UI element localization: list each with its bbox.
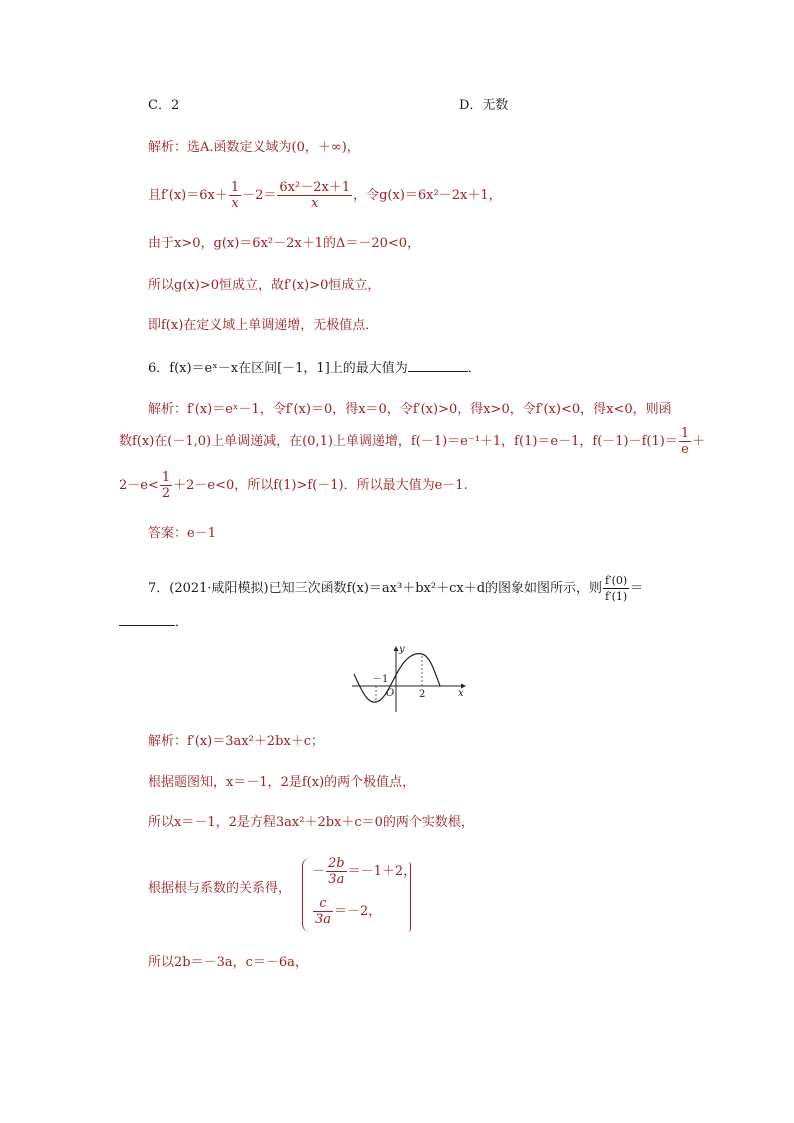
- sys-row1-frac-den: 3a: [328, 872, 345, 887]
- option-d: D．无数: [459, 98, 509, 113]
- q7-question-end: ．: [175, 615, 189, 630]
- tick-label-neg1: －1: [372, 674, 389, 685]
- q6-solution-line2: [119, 426, 705, 457]
- q7-frac-den: f′(1): [605, 590, 628, 603]
- cubic-curve: [354, 654, 440, 703]
- q5-frac1: [229, 180, 241, 211]
- q7-question-frac: [603, 573, 629, 604]
- q7-solution-line1: 解析：f′(x)＝3ax²＋2bx＋c；: [148, 734, 325, 749]
- system-brace: [302, 858, 311, 932]
- q6-answer-blank: [408, 357, 468, 372]
- q7-solution-line3: 所以x＝－1，2是方程3ax²＋2bx＋c＝0的两个实数根，: [148, 815, 474, 830]
- tick-label-2: 2: [419, 689, 426, 700]
- cubic-function-graph: [348, 640, 478, 720]
- origin-label: O: [386, 688, 395, 699]
- q5-frac2-den: x: [311, 196, 319, 211]
- q6-question: [148, 357, 481, 379]
- q6-frac-half-den: 2: [161, 486, 171, 501]
- q6-question-text: 6．f(x)＝eˣ－x在区间[－1，1]上的最大值为: [148, 361, 408, 376]
- q5-line2-c: ，令g(x)＝6x²－2x＋1，: [353, 188, 502, 203]
- y-axis-arrow: [394, 646, 399, 651]
- q6-frac-half: [160, 470, 172, 501]
- option-c: C．2: [148, 98, 180, 113]
- q6-question-end: ．: [467, 361, 481, 376]
- sys-row1-frac: [326, 856, 347, 887]
- q5-frac1-den: x: [231, 196, 239, 211]
- q6-line2-b: ＋: [692, 434, 706, 449]
- q6-line2-a: 数f(x)在(－1,0)上单调递减，在(0,1)上单调递增，f(－1)＝e⁻¹＋1，f(1)＝e－1，f(－1)－f(1)＝: [119, 434, 678, 449]
- q5-solution-line3: 由于x>0，g(x)＝6x²－2x＋1的Δ＝－20<0，: [148, 236, 421, 251]
- sys-row2-frac: [313, 896, 333, 927]
- q5-line2-b: －2＝: [242, 188, 277, 203]
- x-axis-label: x: [458, 688, 464, 699]
- system-row-2: [312, 896, 381, 927]
- sys-row2-frac-den: 3a: [315, 912, 332, 927]
- q7-solution-line2: 根据题图知，x＝－1，2是f(x)的两个极值点，: [148, 775, 416, 790]
- q7-solution-line4: 根据根与系数的关系得，: [148, 881, 292, 896]
- system-row-1: [312, 856, 416, 887]
- q5-solution-line5: 即f(x)在定义域上单调递增，无极值点．: [148, 318, 379, 333]
- q7-answer-blank: [119, 611, 175, 626]
- q7-question-b: ＝: [630, 581, 644, 596]
- q5-frac1-num: 1: [230, 180, 240, 195]
- sys-row1-pre: －: [312, 864, 326, 879]
- q6-frac-1e-den: e: [681, 442, 689, 457]
- q6-line3-b: ＋2－e<0，所以f(1)>f(－1)．所以最大值为e－1.: [173, 478, 468, 493]
- q6-solution-line1: 解析：f′(x)＝eˣ－1，令f′(x)＝0，得x＝0，令f′(x)>0，得x>0，令f′(x)<0，得x<0，则函: [148, 402, 672, 417]
- q6-frac-half-num: 1: [161, 470, 171, 485]
- q7-blank-line: [119, 611, 188, 633]
- sys-row2-post: ＝－2，: [334, 904, 382, 919]
- q6-answer: 答案：e－1: [148, 526, 216, 541]
- q6-frac-1e: [679, 426, 691, 457]
- sys-row2-frac-num: c: [313, 896, 333, 912]
- q5-frac2-num: 6x²－2x＋1: [279, 180, 351, 195]
- q7-solution-line5: 所以2b＝－3a，c＝－6a，: [148, 955, 308, 970]
- q7-frac-num: f′(0): [605, 574, 628, 587]
- sys-row1-frac-num: 2b: [328, 856, 345, 871]
- q5-frac2: [277, 180, 352, 211]
- sys-row1-post: ＝－1＋2，: [347, 864, 417, 879]
- y-axis-label: y: [399, 644, 405, 655]
- q6-frac-1e-num: 1: [680, 426, 690, 441]
- q5-solution-line2: [148, 180, 502, 211]
- q6-solution-line3: [119, 470, 468, 501]
- q6-line3-a: 2－e<: [119, 478, 159, 493]
- q7-question: [148, 573, 643, 604]
- q5-solution-line1: 解析：选A.函数定义域为(0，＋∞)，: [148, 140, 360, 155]
- q5-solution-line4: 所以g(x)>0恒成立，故f′(x)>0恒成立，: [148, 278, 381, 293]
- q7-question-a: 7．(2021·咸阳模拟)已知三次函数f(x)＝ax³＋bx²＋cx＋d的图象如图所示，则: [148, 581, 603, 596]
- q5-line2-a: 且f′(x)＝6x＋: [148, 188, 228, 203]
